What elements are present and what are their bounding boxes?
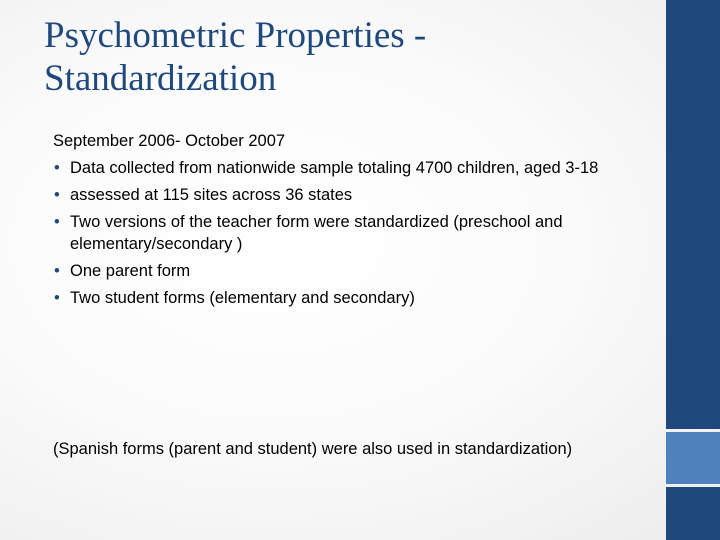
bullet-item-teacher-form: [53, 211, 643, 255]
bullet-marker: •: [54, 213, 60, 231]
bullet-list: [53, 157, 643, 309]
bullet-text: Two versions of the teacher form were standardized (preschool and elementary/secondary ): [70, 213, 563, 253]
bullet-text: Two student forms (elementary and secondary): [70, 289, 415, 307]
slide-title-line-1: Psychometric Properties -: [44, 15, 427, 56]
slide-body: [53, 130, 643, 314]
slide-title: [44, 14, 644, 100]
decorative-sidebar: [666, 0, 720, 540]
bullet-text: Data collected from nationwide sample totaling 4700 children, aged 3-18: [70, 159, 599, 177]
bullet-text: One parent form: [70, 262, 191, 280]
bullet-item-parent-form: [53, 260, 643, 282]
bullet-item-student-forms: [53, 287, 643, 309]
spanish-forms-note: (Spanish forms (parent and student) were also used in standardization): [53, 440, 573, 458]
bullet-marker: •: [54, 159, 60, 177]
bullet-marker: •: [54, 289, 60, 307]
bullet-text: assessed at 115 sites across 36 states: [70, 186, 353, 204]
sidebar-accent-block: [666, 432, 720, 484]
bullet-marker: •: [54, 186, 60, 204]
date-range-text: September 2006- October 2007: [53, 132, 286, 150]
sidebar-dark-block-top: [666, 0, 720, 429]
bullet-item-sample: [53, 157, 643, 179]
bullet-marker: •: [54, 262, 60, 280]
sidebar-dark-block-bottom: [666, 487, 720, 540]
bullet-item-sites: [53, 184, 643, 206]
slide-title-line-2: Standardization: [44, 58, 277, 99]
